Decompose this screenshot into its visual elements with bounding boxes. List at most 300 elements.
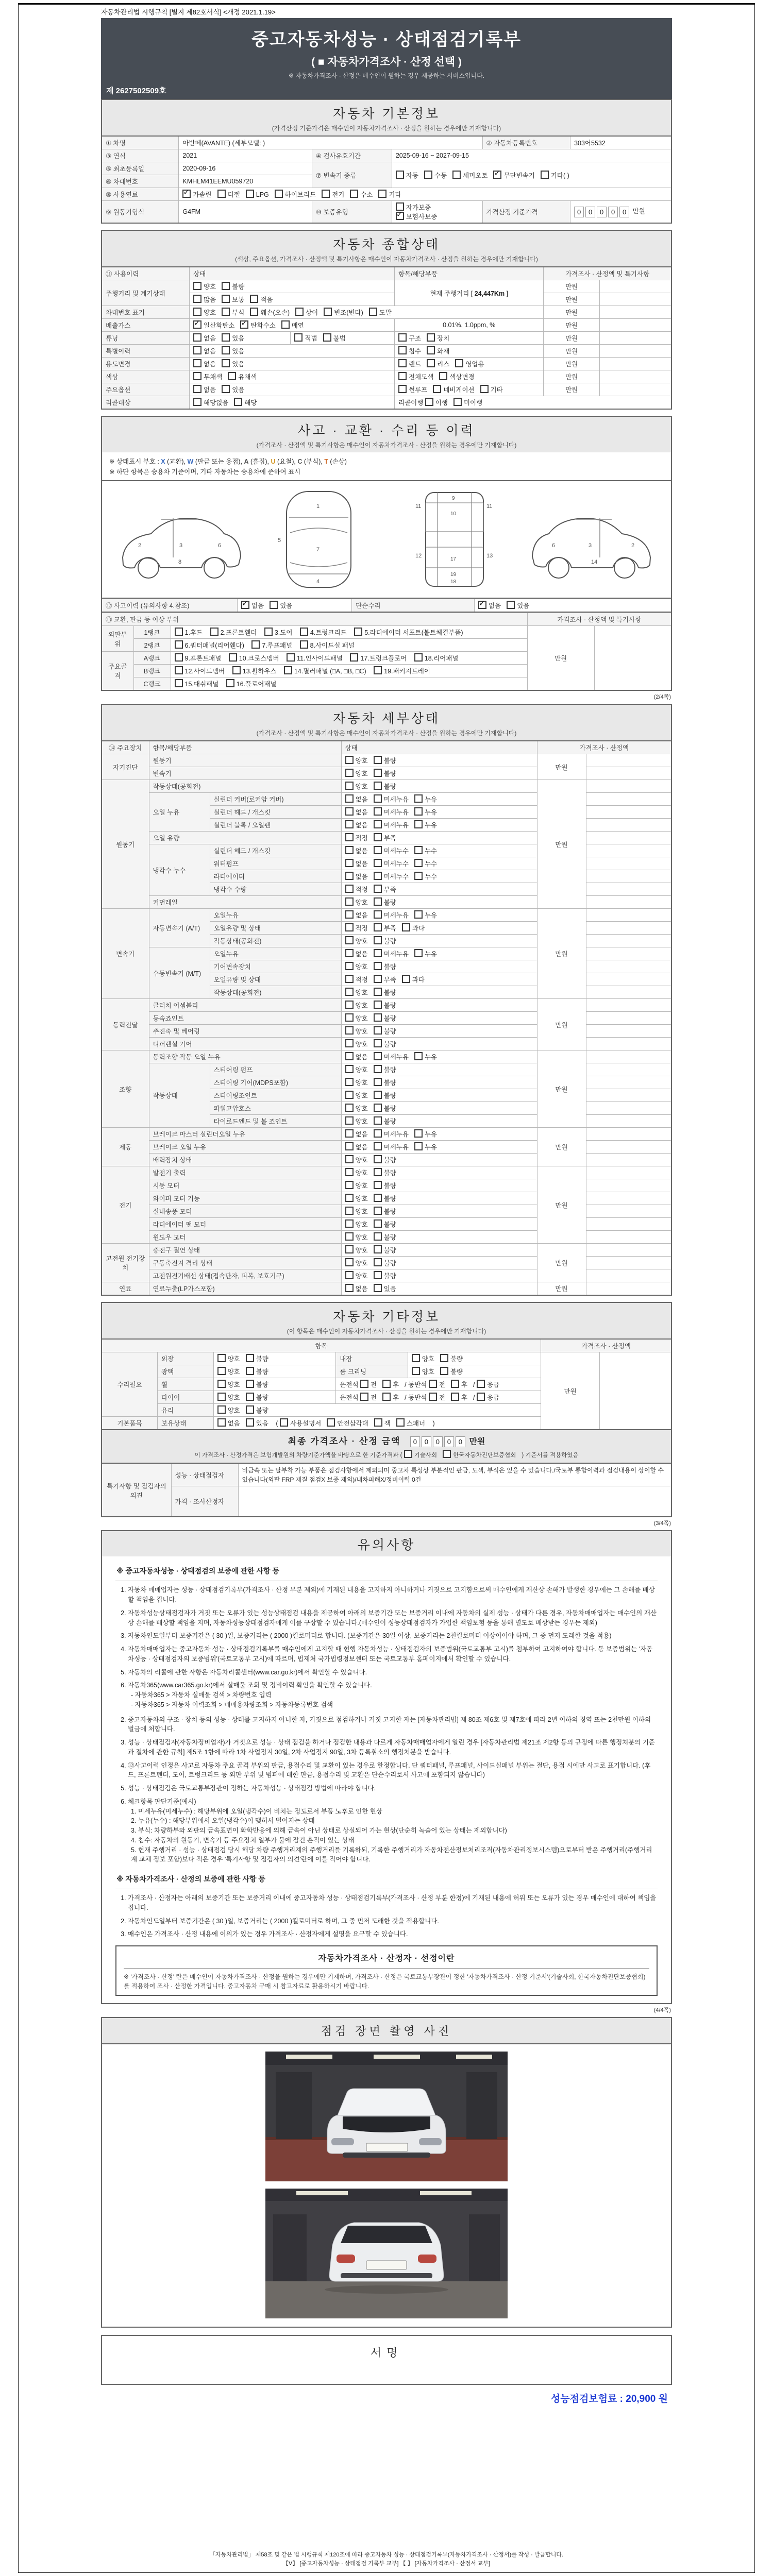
option-불량[interactable]: 불량 [374, 1258, 396, 1267]
option-불량[interactable]: 불량 [374, 1245, 396, 1255]
option-미세누수[interactable]: 미세누수 [374, 872, 409, 881]
checkbox[interactable] [345, 833, 354, 841]
checkbox[interactable] [345, 794, 354, 803]
option-후[interactable]: 후 [451, 1393, 467, 1402]
option-도말[interactable]: 도말 [369, 308, 392, 317]
option-불량[interactable]: 불량 [374, 1207, 396, 1216]
checkbox[interactable] [217, 1380, 226, 1388]
checkbox[interactable] [250, 295, 258, 303]
option-불량[interactable]: 불량 [374, 897, 396, 907]
option-불량[interactable]: 불량 [374, 1219, 396, 1229]
option-없음[interactable]: 없음 [345, 807, 368, 817]
checkbox[interactable] [402, 975, 410, 983]
checkbox[interactable] [345, 1232, 354, 1241]
checkbox[interactable] [360, 1380, 368, 1388]
checkbox[interactable] [345, 820, 354, 828]
checkbox[interactable] [429, 1380, 437, 1388]
checkbox[interactable] [374, 1104, 382, 1112]
checkbox[interactable] [324, 308, 332, 316]
option-수동[interactable]: 수동 [424, 171, 447, 180]
checkbox[interactable] [378, 190, 386, 198]
checkbox[interactable] [443, 1450, 451, 1458]
checkbox[interactable] [374, 794, 382, 803]
option-있음[interactable]: 있음 [246, 1418, 268, 1428]
option-훼손(오손)[interactable]: 훼손(오손) [250, 308, 290, 317]
checkbox[interactable] [345, 1284, 354, 1292]
checkbox[interactable] [193, 333, 201, 342]
checkbox[interactable] [229, 653, 237, 662]
checkbox[interactable] [193, 398, 201, 406]
option-양호[interactable]: 양호 [345, 962, 368, 971]
option-누유[interactable]: 누유 [414, 1052, 437, 1061]
option-잭[interactable]: 잭 [374, 1418, 391, 1428]
checkbox[interactable] [193, 346, 201, 354]
option-양호[interactable]: 양호 [217, 1367, 240, 1376]
checkbox[interactable] [345, 1142, 354, 1150]
checkbox[interactable] [345, 756, 354, 764]
option-있음[interactable]: 있음 [222, 385, 244, 394]
checkbox[interactable] [507, 601, 515, 609]
checkbox[interactable] [246, 1367, 254, 1375]
option-양호[interactable]: 양호 [412, 1367, 434, 1376]
option-6.쿼터패널(리어휀다)[interactable]: 6.쿼터패널(리어휀다) [175, 640, 244, 650]
checkbox[interactable] [345, 897, 354, 906]
checkbox[interactable] [398, 333, 407, 342]
checkbox[interactable] [345, 1155, 354, 1163]
checkbox[interactable] [398, 359, 407, 367]
checkbox[interactable] [232, 666, 241, 674]
option-양호[interactable]: 양호 [345, 1039, 368, 1048]
checkbox[interactable] [374, 769, 382, 777]
checkbox[interactable] [275, 190, 283, 198]
option-불량[interactable]: 불량 [374, 1065, 396, 1074]
checkbox[interactable] [374, 1181, 382, 1189]
checkbox[interactable] [414, 1142, 423, 1150]
checkbox[interactable] [345, 1065, 354, 1073]
checkbox[interactable] [374, 1091, 382, 1099]
option-불량[interactable]: 불량 [374, 756, 396, 765]
option-장치[interactable]: 장치 [427, 333, 449, 343]
option-많음[interactable]: 많음 [193, 295, 216, 304]
checkbox[interactable] [300, 640, 308, 649]
option-누유[interactable]: 누유 [414, 807, 437, 817]
option-불량[interactable]: 불량 [374, 1039, 396, 1048]
option-누유[interactable]: 누유 [414, 1142, 437, 1151]
option-없음[interactable]: 없음 [193, 346, 216, 355]
option-전[interactable]: 전 [360, 1380, 377, 1389]
option-누유[interactable]: 누유 [414, 820, 437, 829]
option-불량[interactable]: 불량 [374, 936, 396, 945]
checkbox[interactable] [217, 1418, 226, 1427]
checkbox[interactable] [345, 1245, 354, 1253]
option-한국자동차진단보증협회[interactable]: 한국자동차진단보증협회 [443, 1450, 516, 1459]
checkbox[interactable] [175, 679, 183, 687]
option-불량[interactable]: 불량 [222, 282, 244, 291]
option-누유[interactable]: 누유 [414, 949, 437, 958]
checkbox[interactable] [217, 1405, 226, 1414]
option-영업용[interactable]: 영업용 [455, 359, 484, 368]
option-5.라디에이터 서포트(볼트체결부품)[interactable]: 5.라디에이터 서포트(볼트체결부품) [354, 628, 463, 637]
checkbox[interactable] [175, 666, 183, 674]
option-13.휠하우스[interactable]: 13.휠하우스 [232, 666, 277, 675]
checkbox[interactable] [345, 1181, 354, 1189]
option-썬루프[interactable]: 썬루프 [398, 385, 427, 394]
option-사용설명서[interactable]: 사용설명서 [280, 1418, 321, 1428]
checkbox[interactable] [246, 1405, 254, 1414]
checkbox[interactable] [222, 385, 230, 393]
checkbox[interactable] [414, 846, 423, 854]
checkbox[interactable] [246, 190, 254, 198]
checkbox[interactable] [414, 1129, 423, 1138]
checkbox[interactable] [374, 756, 382, 764]
option-없음[interactable]: 없음 [217, 1418, 240, 1428]
checkbox[interactable] [345, 1194, 354, 1202]
option-수소[interactable]: 수소 [350, 190, 373, 199]
option-2.프론트휀더[interactable]: 2.프론트휀더 [210, 628, 257, 637]
checkbox[interactable] [345, 782, 354, 790]
checkbox[interactable] [414, 872, 423, 880]
checkbox[interactable] [287, 653, 295, 662]
option-10.크로스멤버[interactable]: 10.크로스멤버 [229, 653, 279, 663]
option-양호[interactable]: 양호 [193, 282, 216, 291]
checkbox[interactable] [427, 333, 435, 342]
option-불량[interactable]: 불량 [374, 1271, 396, 1280]
option-기타[interactable]: 기타 [378, 190, 401, 199]
option-불량[interactable]: 불량 [246, 1354, 268, 1363]
checkbox[interactable] [374, 1155, 382, 1163]
option-미세누수[interactable]: 미세누수 [374, 846, 409, 855]
checkbox[interactable] [374, 782, 382, 790]
option-없음[interactable]: 없음 [345, 846, 368, 855]
option-기술사회[interactable]: 기술사회 [404, 1450, 437, 1459]
checkbox[interactable] [478, 601, 486, 609]
option-양호[interactable]: 양호 [217, 1405, 240, 1415]
checkbox[interactable] [345, 1271, 354, 1279]
checkbox[interactable] [404, 1450, 412, 1458]
option-전체도색[interactable]: 전체도색 [398, 372, 433, 381]
option-적법[interactable]: 적법 [294, 333, 317, 343]
option-양호[interactable]: 양호 [217, 1354, 240, 1363]
checkbox[interactable] [374, 872, 382, 880]
option-3.도어[interactable]: 3.도어 [264, 628, 293, 637]
checkbox[interactable] [345, 1026, 354, 1035]
checkbox[interactable] [345, 1168, 354, 1176]
checkbox[interactable] [345, 1078, 354, 1086]
option-없음[interactable]: 없음 [345, 910, 368, 920]
option-있음[interactable]: 있음 [507, 601, 529, 610]
checkbox[interactable] [493, 171, 501, 179]
option-양호[interactable]: 양호 [345, 1065, 368, 1074]
checkbox[interactable] [451, 1380, 459, 1388]
option-양호[interactable]: 양호 [345, 1013, 368, 1023]
checkbox[interactable] [414, 859, 423, 867]
checkbox[interactable] [480, 385, 489, 393]
checkbox[interactable] [250, 308, 258, 316]
checkbox[interactable] [427, 359, 435, 367]
checkbox[interactable] [374, 1219, 382, 1228]
option-디젤[interactable]: 디젤 [217, 190, 240, 199]
checkbox[interactable] [193, 372, 201, 380]
checkbox[interactable] [210, 628, 219, 636]
option-16.플로어패널[interactable]: 16.플로어패널 [226, 679, 277, 688]
option-미세누유[interactable]: 미세누유 [374, 1052, 409, 1061]
checkbox[interactable] [374, 1284, 382, 1292]
checkbox[interactable] [345, 949, 354, 957]
option-없음[interactable]: 없음 [345, 949, 368, 958]
option-불량[interactable]: 불량 [374, 1194, 396, 1203]
checkbox[interactable] [414, 807, 423, 816]
option-미세누수[interactable]: 미세누수 [374, 859, 409, 868]
checkbox[interactable] [374, 1207, 382, 1215]
option-과다[interactable]: 과다 [402, 975, 425, 984]
option-양호[interactable]: 양호 [345, 1168, 368, 1177]
checkbox[interactable] [477, 1380, 485, 1388]
checkbox[interactable] [374, 1026, 382, 1035]
option-누유[interactable]: 누유 [414, 1129, 437, 1139]
checkbox[interactable] [374, 897, 382, 906]
option-누유[interactable]: 누유 [414, 910, 437, 920]
checkbox[interactable] [374, 1052, 382, 1060]
option-없음[interactable]: 없음 [345, 859, 368, 868]
option-양호[interactable]: 양호 [345, 1091, 368, 1100]
checkbox[interactable] [374, 1001, 382, 1009]
checkbox[interactable] [193, 282, 201, 290]
option-있음[interactable]: 있음 [374, 1284, 396, 1293]
option-양호[interactable]: 양호 [345, 1104, 368, 1113]
option-렌트[interactable]: 렌트 [398, 359, 421, 368]
checkbox[interactable] [345, 859, 354, 867]
checkbox[interactable] [354, 628, 362, 636]
option-없음[interactable]: 없음 [345, 872, 368, 881]
checkbox[interactable] [217, 1367, 226, 1375]
checkbox[interactable] [374, 1129, 382, 1138]
checkbox[interactable] [175, 628, 183, 636]
checkbox[interactable] [374, 1116, 382, 1125]
option-4.트렁크리드[interactable]: 4.트렁크리드 [300, 628, 347, 637]
checkbox[interactable] [295, 308, 304, 316]
option-안전삼각대[interactable]: 안전삼각대 [327, 1418, 368, 1428]
option-부족[interactable]: 부족 [374, 885, 396, 894]
checkbox[interactable] [439, 372, 447, 380]
option-누수[interactable]: 누수 [414, 846, 437, 855]
checkbox[interactable] [246, 1380, 254, 1388]
option-양호[interactable]: 양호 [193, 308, 216, 317]
option-일산화탄소[interactable]: ✓ 일산화탄소 [193, 320, 234, 330]
option-적정[interactable]: 적정 [345, 975, 368, 984]
checkbox[interactable] [350, 653, 358, 662]
checkbox[interactable] [396, 1418, 405, 1427]
checkbox[interactable] [374, 910, 382, 919]
checkbox[interactable] [193, 320, 201, 329]
checkbox[interactable] [374, 833, 382, 841]
checkbox[interactable] [193, 385, 201, 393]
option-변조(변타)[interactable]: 변조(변타) [324, 308, 363, 317]
option-전[interactable]: 전 [360, 1393, 377, 1402]
option-양호[interactable]: 양호 [217, 1380, 240, 1389]
checkbox[interactable] [175, 653, 183, 662]
checkbox[interactable] [429, 1393, 437, 1401]
option-없음[interactable]: 없음 [345, 1284, 368, 1293]
checkbox[interactable] [412, 1354, 420, 1362]
checkbox[interactable] [246, 1418, 254, 1427]
option-없음[interactable]: 없음 [345, 794, 368, 804]
checkbox[interactable] [241, 601, 249, 609]
option-불량[interactable]: 불량 [374, 1091, 396, 1100]
option-양호[interactable]: 양호 [345, 1258, 368, 1267]
checkbox[interactable] [433, 385, 441, 393]
option-불량[interactable]: 불량 [374, 769, 396, 778]
option-양호[interactable]: 양호 [345, 1181, 368, 1190]
checkbox[interactable] [345, 769, 354, 777]
option-불량[interactable]: 불량 [246, 1380, 268, 1389]
option-보험사보증[interactable]: ✓보험사보증 [396, 212, 437, 221]
checkbox[interactable] [374, 1168, 382, 1176]
checkbox[interactable] [374, 1194, 382, 1202]
checkbox[interactable] [440, 1367, 448, 1375]
option-8.사이드실 패널[interactable]: 8.사이드실 패널 [300, 640, 355, 650]
checkbox[interactable] [350, 190, 358, 198]
option-기타( )[interactable]: 기타( ) [541, 171, 569, 180]
option-없음[interactable]: 없음 [193, 359, 216, 368]
checkbox[interactable] [222, 308, 230, 316]
checkbox[interactable] [455, 359, 463, 367]
option-없음[interactable]: ✓ 없음 [241, 601, 264, 610]
checkbox[interactable] [345, 846, 354, 854]
checkbox[interactable] [360, 1393, 368, 1401]
checkbox[interactable] [270, 601, 278, 609]
checkbox[interactable] [345, 807, 354, 816]
option-해당없음[interactable]: 해당없음 [193, 398, 228, 407]
checkbox[interactable] [281, 320, 290, 329]
option-응급[interactable]: 응급 [477, 1393, 499, 1402]
option-보통[interactable]: 보통 [222, 295, 244, 304]
option-부족[interactable]: 부족 [374, 833, 396, 842]
checkbox[interactable] [345, 1013, 354, 1022]
option-양호[interactable]: 양호 [412, 1354, 434, 1363]
checkbox[interactable] [414, 820, 423, 828]
checkbox[interactable] [284, 666, 292, 674]
checkbox[interactable] [374, 820, 382, 828]
option-양호[interactable]: 양호 [345, 1271, 368, 1280]
option-화재[interactable]: 화재 [427, 346, 449, 355]
option-17.트렁크플로어[interactable]: 17.트렁크플로어 [350, 653, 407, 663]
option-구조[interactable]: 구조 [398, 333, 421, 343]
option-해당[interactable]: 해당 [234, 398, 257, 407]
option-누유[interactable]: 누유 [414, 794, 437, 804]
option-없음[interactable]: 없음 [345, 1052, 368, 1061]
option-양호[interactable]: 양호 [217, 1393, 240, 1402]
option-적정[interactable]: 적정 [345, 885, 368, 894]
checkbox[interactable] [345, 962, 354, 970]
option-유채색[interactable]: 유채색 [228, 372, 257, 381]
checkbox[interactable] [374, 1013, 382, 1022]
option-불량[interactable]: 불량 [246, 1405, 268, 1415]
checkbox[interactable] [322, 190, 330, 198]
option-없음[interactable]: 없음 [193, 333, 216, 343]
option-불량[interactable]: 불량 [374, 1078, 396, 1087]
checkbox[interactable] [374, 1078, 382, 1086]
checkbox[interactable] [345, 1219, 354, 1228]
checkbox[interactable] [345, 1052, 354, 1060]
checkbox[interactable] [222, 346, 230, 354]
option-양호[interactable]: 양호 [345, 936, 368, 945]
checkbox[interactable] [374, 962, 382, 970]
option-양호[interactable]: 양호 [345, 1232, 368, 1242]
checkbox[interactable] [374, 1065, 382, 1073]
option-불량[interactable]: 불량 [374, 1232, 396, 1242]
option-미이행[interactable]: 미이행 [453, 398, 482, 407]
checkbox[interactable] [402, 923, 410, 931]
option-스패너[interactable]: 스패너 [396, 1418, 425, 1428]
option-미세누유[interactable]: 미세누유 [374, 949, 409, 958]
checkbox[interactable] [345, 936, 354, 944]
checkbox[interactable] [251, 640, 260, 649]
option-색상변경[interactable]: 색상변경 [439, 372, 474, 381]
option-7.루프패널[interactable]: 7.루프패널 [251, 640, 292, 650]
option-불량[interactable]: 불량 [374, 1104, 396, 1113]
checkbox[interactable] [246, 1393, 254, 1401]
option-없음[interactable]: 없음 [345, 820, 368, 829]
option-없음[interactable]: 없음 [345, 1142, 368, 1151]
option-양호[interactable]: 양호 [345, 756, 368, 765]
option-양호[interactable]: 양호 [345, 1155, 368, 1164]
checkbox[interactable] [345, 1129, 354, 1138]
checkbox[interactable] [374, 846, 382, 854]
option-세미오토[interactable]: 세미오토 [452, 171, 488, 180]
option-양호[interactable]: 양호 [345, 1026, 368, 1036]
checkbox[interactable] [345, 1207, 354, 1215]
checkbox[interactable] [240, 320, 248, 329]
checkbox[interactable] [374, 666, 382, 674]
checkbox[interactable] [414, 653, 423, 662]
option-있음[interactable]: 있음 [270, 601, 292, 610]
checkbox[interactable] [217, 1354, 226, 1362]
option-미세누유[interactable]: 미세누유 [374, 807, 409, 817]
option-양호[interactable]: 양호 [345, 1245, 368, 1255]
option-양호[interactable]: 양호 [345, 1207, 368, 1216]
signature-box[interactable] [101, 2335, 672, 2385]
option-양호[interactable]: 양호 [345, 1219, 368, 1229]
checkbox[interactable] [374, 988, 382, 996]
option-이행[interactable]: 이행 [425, 398, 448, 407]
checkbox[interactable] [345, 1104, 354, 1112]
checkbox[interactable] [294, 333, 303, 342]
checkbox[interactable] [345, 885, 354, 893]
checkbox[interactable] [323, 333, 331, 342]
option-없음[interactable]: 없음 [193, 385, 216, 394]
checkbox[interactable] [300, 628, 308, 636]
option-부식[interactable]: 부식 [222, 308, 244, 317]
option-15.대쉬패널[interactable]: 15.대쉬패널 [175, 679, 219, 688]
checkbox[interactable] [374, 885, 382, 893]
option-기타[interactable]: 기타 [480, 385, 503, 394]
checkbox[interactable] [374, 975, 382, 983]
checkbox[interactable] [264, 628, 273, 636]
checkbox[interactable] [414, 794, 423, 803]
option-불량[interactable]: 불량 [374, 962, 396, 971]
checkbox[interactable] [217, 190, 226, 198]
option-자동[interactable]: 자동 [396, 171, 418, 180]
checkbox[interactable] [424, 171, 432, 179]
option-가솔린[interactable]: ✓ 가솔린 [182, 190, 211, 199]
checkbox[interactable] [193, 359, 201, 367]
checkbox[interactable] [175, 640, 183, 649]
checkbox[interactable] [345, 1039, 354, 1047]
checkbox[interactable] [345, 1258, 354, 1266]
checkbox[interactable] [382, 1393, 391, 1401]
checkbox[interactable] [382, 1380, 391, 1388]
checkbox[interactable] [222, 295, 230, 303]
